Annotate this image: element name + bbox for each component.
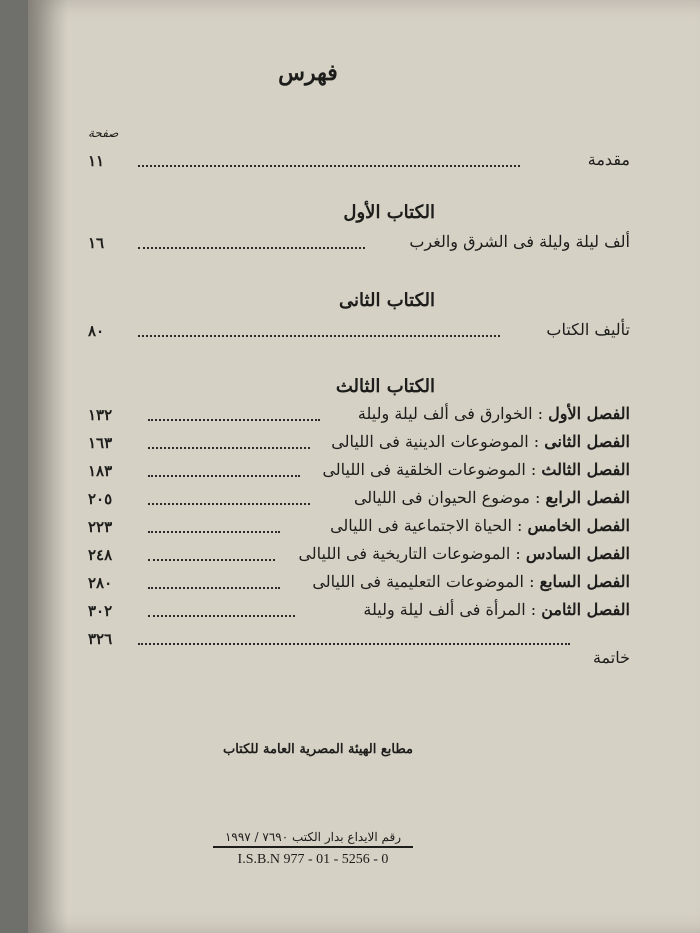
chapter-title: : الموضوعات التاريخية فى الليالى [298,544,521,563]
toc-row-chapter [88,404,630,430]
toc-row-chapter [88,544,630,570]
entry-label [312,572,630,591]
chapter-name: الفصل الثالث [541,460,630,479]
toc-row-chapter [88,460,630,486]
entry-label [322,460,630,479]
chapter-name: الفصل السادس [525,544,630,563]
dot-leader [138,335,500,337]
dot-leader [138,247,365,249]
chapter-title: : موضوع الحيوان فى الليالى [353,488,541,507]
page-number: ٢٤٨ [88,546,113,564]
chapter-name: الفصل الأول [548,404,630,423]
isbn: I.S.B.N 977 - 01 - 5256 - 0 [237,852,389,867]
page-number: ٢٠٥ [88,490,113,508]
page-title: فهرس [278,60,338,86]
page-number: ١٦٣ [88,434,113,452]
entry-label [363,600,630,619]
toc-row-chapter [88,516,630,542]
page-number: ١٣٢ [88,406,113,424]
book-page [28,0,700,933]
dot-leader [148,531,280,533]
dot-leader [138,643,570,645]
entry-label: ألف ليلة وليلة فى الشرق والغرب [409,232,630,251]
chapter-name: الفصل الرابع [545,488,630,507]
toc-row-conclusion [88,628,630,667]
page-column-label: صفحة [88,126,119,140]
chapter-title: : الحياة الاجتماعية فى الليالى [330,516,523,535]
chapter-name: الفصل الخامس [527,516,630,535]
page-number: ١٨٣ [88,462,113,480]
toc-row-chapter [88,432,630,458]
chapter-title: : الموضوعات الخلقية فى الليالى [322,460,537,479]
page-number: ٨٠ [88,322,105,340]
toc-row-chapter [88,600,630,626]
dot-leader [138,165,520,167]
entry-label [298,544,630,563]
dot-leader [148,419,320,421]
page-number: ١١ [88,152,105,170]
chapter-title: : الموضوعات التعليمية فى الليالى [312,572,535,591]
entry-label: تأليف الكتاب [546,320,630,339]
legal-deposit: رقم الايداع بدار الكتب ٧٦٩٠ / ١٩٩٧ [213,830,413,848]
page-number: ٢٨٠ [88,574,113,592]
book1-heading: الكتاب الأول [343,202,435,223]
toc-row-book1 [88,232,630,258]
printer-imprint: مطابع الهيئة المصرية العامة للكتاب [222,742,414,757]
dot-leader [148,587,280,589]
chapter-name: الفصل السابع [539,572,630,591]
entry-label [331,432,630,451]
dot-leader [148,447,310,449]
entry-label: خاتمة [592,648,630,667]
chapter-name: الفصل الثانى [544,432,630,451]
dot-leader [148,503,310,505]
page-number: ٣٢٦ [88,630,113,648]
page-number: ٢٢٣ [88,518,113,536]
toc-row-intro [88,150,630,176]
toc-row-book2 [88,320,630,346]
toc-row-chapter [88,488,630,514]
page-number: ١٦ [88,234,105,252]
gutter-shadow [28,0,68,933]
page-number: ٣٠٢ [88,602,113,620]
chapter-title: : المرأة فى ألف ليلة وليلة [363,600,537,619]
dot-leader [148,559,275,561]
dot-leader [148,615,295,617]
book3-heading: الكتاب الثالث [335,376,435,397]
entry-label [354,488,630,507]
chapter-title: : الموضوعات الدينية فى الليالى [331,432,540,451]
dot-leader [148,475,300,477]
entry-label [358,404,630,423]
chapter-title: : الخوارق فى ألف ليلة وليلة [357,404,543,423]
entry-label [330,516,630,535]
toc-row-chapter [88,572,630,598]
book2-heading: الكتاب الثانى [339,290,435,311]
entry-label: مقدمة [587,150,630,169]
chapter-name: الفصل الثامن [541,600,630,619]
